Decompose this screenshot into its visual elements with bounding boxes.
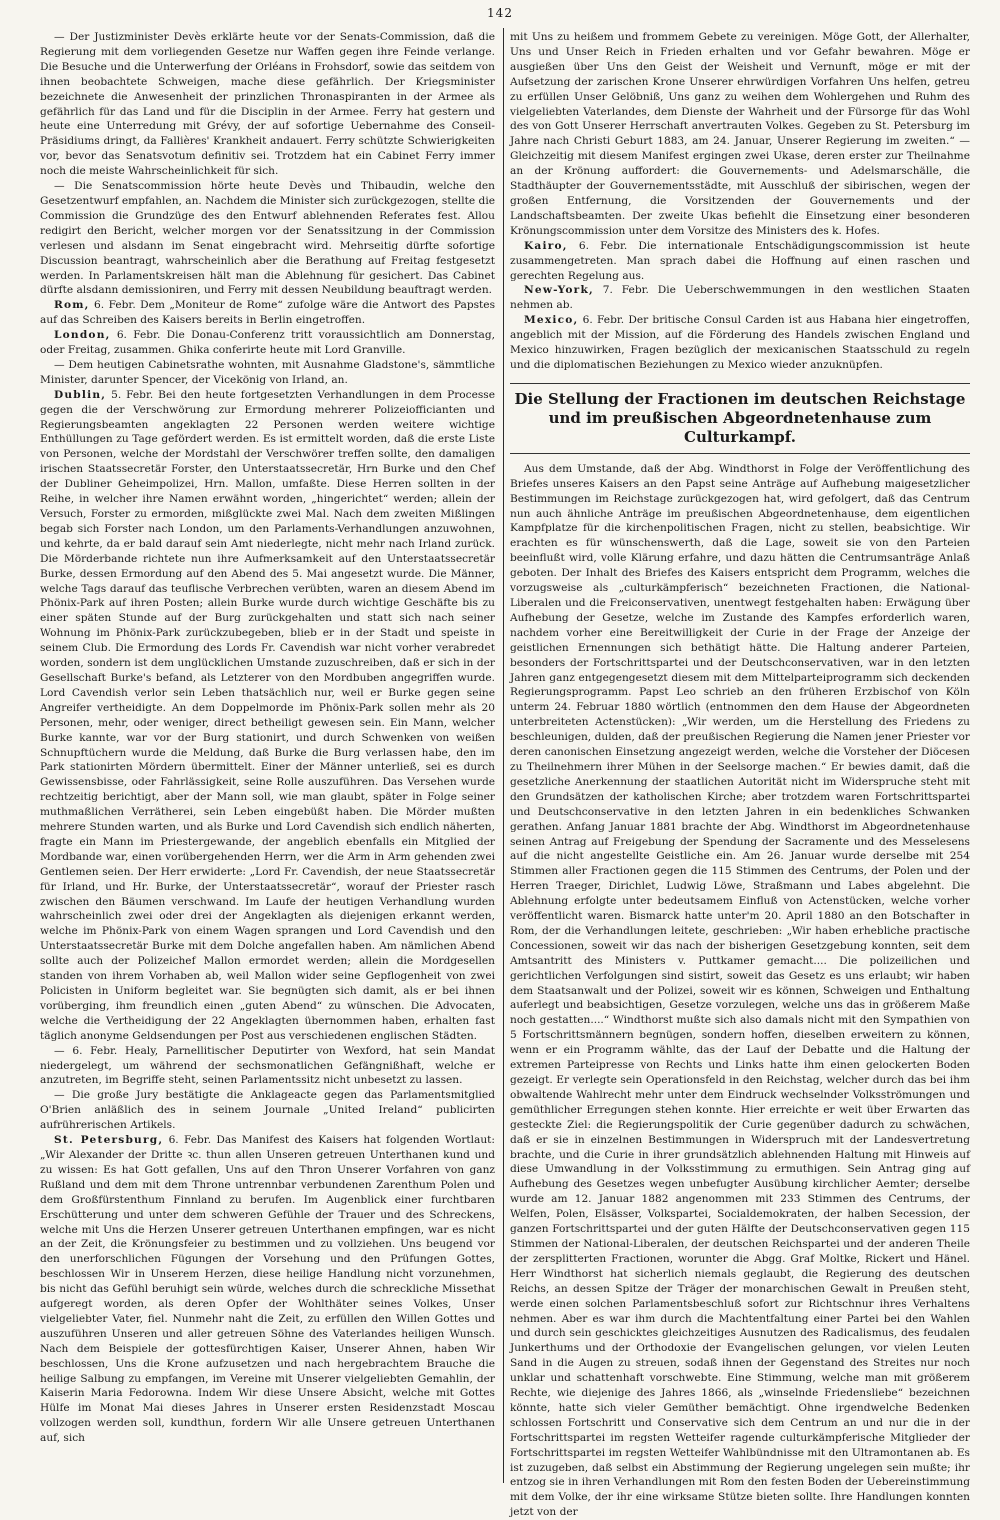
news-item-rom: Rom, 6. Febr. Dem „Moniteur de Rome“ zufolge wäre die Antwort des Papstes auf das Schreiben des Kaisers bereits in Berlin eingetroffen. (40, 299, 496, 327)
paragraph: mit Uns zu heißem und frommem Gebete zu vereinigen. Möge Gott, der Allerhalter, Uns und Unser Reich in Frieden erhalten und vor Gefahr bewahren. Möge er ausgießen über Uns den Geist der Weisheit und Vernunft, möge er mit der Aufsetzung der zarischen Krone Unserer ehrwürdigen Vorfahren Uns helfen, getreu zu erfüllen Unser Gelöbniß, Uns ganz zu weihen dem Wohlergehen und Ruhm des vielgeliebten Vaterlandes, dem Dienste der Wahrheit und der Fürsorge für das Wohl des von Gott Unserer Herrschaft anvertrauten Volkes. Gegeben zu St. Petersburg im Jahre nach Christi Geburt 1883, am 24. Januar, Unserer Regierung im zweiten.“ — Gleichzeitig mit diesem Manifest ergingen zwei Ukase, deren erster zur Theilnahme an der Krönung auffordert: die Gouvernements- und Adelsmarschälle, die Stadthäupter der Gouvernementsstädte, mit Ausschluß der sibirischen, wegen der großen Entfernung, die Vorsitzenden der Gouvernements und der Landschaftsbeamten. Der zweite Ukas befiehlt die Einsetzung einer besonderen Krönungscommission unter dem Vorsitze des Ministers des k. Hofes. (510, 31, 970, 237)
news-item-dublin: Dublin, 5. Febr. Bei den heute fortgesetzten Verhandlungen in dem Processe gegen die der Verschwörung zur Ermordung mehrerer Polizeiofficianten und Regierungsbeamten angeklagten 22 Personen werden weitere wichtige Enthüllungen zu Tage gefördert werden. Es ist ermittelt worden, daß die erste Liste von Personen, welche der Mordstahl der Verschwörer treffen sollte, den damaligen irischen Staatssecretär Forster, den Unterstaatssecretär, Hrn Burke und den Chef der Dubliner Geheimpolizei, Hrn. Mallon, umfaßte. Diese Herren sollten in der Reihe, in welcher ihre Namen erwähnt worden, „hingerichtet“ werden; allein der Versuch, Forster zu ermorden, mißglückte zwei Mal. Nach dem zweiten Mißlingen begab sich Forster nach London, um den Parlaments-Verhandlungen anzuwohnen, und kehrte, da er bald darauf sein Amt niederlegte, nicht mehr nach Irland zurück. Die Mörderbande richtete nun ihre Aufmerksamkeit auf den Unterstaatssecretär Burke, dessen Ermordung auf den Abend des 5. Mai angesetzt wurde. Die Männer, welche Tags darauf das teuflische Verbrechen verübten, waren an diesem Abend im Phönix-Park auf ihren Posten; allein Burke wurde durch wichtige Geschäfte bis zu einer späten Stunde auf der Burg zurückgehalten und statt sich nach seiner Wohnung im Phönix-Park zurückzubegeben, blieb er in der Stadt und speiste in seinem Club. Die Ermordung des Lords Fr. Cavendish war nicht vorher verabredet worden, sondern ist dem unglücklichen Umstande zuzuschreiben, daß er sich in der Gesellschaft Burke's befand, als Letzterer von den Mordbuben angegriffen wurde. Lord Cavendish verlor sein Leben thatsächlich nur, weil er Burke gegen seine Angreifer vertheidigte. An dem Doppelmorde im Phönix-Park sollen mehr als 20 Personen, mehr, oder weniger, direct betheiligt gewesen sein. Ein Mann, welcher Burke kannte, war vor der Burg stationirt, und durch Schwenken von weißen Schnupftüchern wurde die Meldung, daß Burke die Burg verlassen habe, den im Park stationirten Mördern übermittelt. Einer der Männer unterließ, sei es durch Gewissensbisse, oder Fahrlässigkeit, seine Rolle auszuführen. Das Versehen wurde rechtzeitig berichtigt, aber der Mann soll, wie man glaubt, später in Folge seiner muthmaßlichen Verrätherei, sein Leben eingebüßt haben. Die Mörder mußten mehrere Stunden warten, und als Burke und Lord Cavendish sich endlich näherten, fragte ein Mann im Priestergewande, der angeblich ebenfalls ein Mitglied der Mordbande war, einen vorübergehenden Herrn, wer die Arm in Arm gehenden zwei Gentlemen seien. Der Herr erwiderte: „Lord Fr. Cavendish, der neue Staatssecretär für Irland, und Hr. Burke, der Unterstaatssecretär“, worauf der Priester rasch zwischen den Bäumen verschwand. Im Laufe der heutigen Verhandlung wurden wahrscheinlich zwei oder drei der Angeklagten als diejenigen erkannt werden, welche im Phönix-Park von einem Wagen sprangen und Lord Cavendish und den Unterstaatssecretär Burke mit dem Dolche angefallen haben. Am nämlichen Abend sollte auch der Polizeichef Mallon ermordet werden; allein die Mordgesellen standen von ihrem Vorhaben ab, weil Mallon wider seine Gepflogenheit von zwei Policisten in Uniform begleitet war. Sie begnügten sich damit, als er bei ihnen vorüberging, ihm freundlich einen „guten Abend“ zu wünschen. Die Advocaten, welche die Vertheidigung der 22 Angeklagten übernommen haben, erhalten fast täglich anonyme Geldsendungen per Post aus verschiedenen englischen Städten. (40, 388, 495, 1042)
news-item-london: London, 6. Febr. Die Donau-Conferenz tritt voraussichtlich am Donnerstag, oder Freitag, zusammen. Ghika conferirte heute mit Lord Granville. (40, 329, 495, 357)
news-item-kairo: Kairo, 6. Febr. Die internationale Entschädigungscommission ist heute zusammengetreten. Man sprach dabei die Hoffnung auf einen raschen und gerechten Regelung aus. (510, 239, 970, 282)
dateline: New-York, (524, 284, 594, 297)
paragraph: — Die große Jury bestätigte die Anklageacte gegen das Parlamentsmitglied O'Brien anläßlich des in seinem Journale „United Ireland“ publicirten aufrührerischen Artikels. (40, 1089, 495, 1132)
paragraph: — 6. Febr. Healy, Parnellitischer Deputirter von Wexford, hat sein Mandat niedergelegt, um während der sechsmonatlichen Gefängnißhaft, welche er anzutreten, im Begriffe steht, seinen Parlamentssitz nicht unbesetzt zu lassen. (40, 1044, 495, 1087)
dateline: Mexico, (524, 314, 579, 327)
left-column (40, 30, 495, 1480)
right-column (510, 30, 970, 1519)
news-item-mexico: Mexico, 6. Febr. Der britische Consul Carden ist aus Habana hier eingetroffen, angeblich mit der Mission, auf die Förderung des Handels zwischen England und Mexico hinzuwirken, Fragen bezüglich der mexicanischen Staatsschuld zu regeln und die diplomatischen Beziehungen zu Mexico wieder anzuknüpfen. (510, 314, 970, 371)
dateline: Kairo, (524, 239, 568, 252)
dateline: Dublin, (54, 388, 107, 401)
paragraph: — Die Senatscommission hörte heute Devès und Thibaudin, welche den Gesetzentwurf empfahlen, an. Nachdem die Minister sich zurückgezogen, stellte die Commission die Grundzüge des den Entwurf ablehnenden Referates fest. Allou redigirt den Bericht, welcher morgen vor der Senatssitzung in der Commission verlesen und alsdann im Senat eingebracht wird. Mehrseitig dürfte sofortige Discussion beantragt, wahrscheinlich aber die Berathung auf Freitag festgesetzt werden. In Parlamentskreisen hält man die Ablehnung für gesichert. Das Cabinet dürfte alsdann demissioniren, und Ferry mit dessen Neubildung beauftragt werden. (40, 180, 495, 297)
dateline: London, (54, 329, 111, 342)
news-item-st-petersburg: St. Petersburg, 6. Febr. Das Manifest des Kaisers hat folgenden Wortlaut: „Wir Alexander der Dritte ꝛc. thun allen Unseren getreuen Unterthanen kund und zu wissen: Es hat Gott gefallen, Uns auf den Thron Unserer Vorfahren von ganz Rußland und dem mit dem Throne untrennbar verbundenen Zarenthum Polen und dem Großfürstenthum Finnland zu berufen. Im Augenblick einer furchtbaren Erschütterung und unter dem schweren Gefühle der Trauer und des Schreckens, welche mit Uns die Herzen Unserer getreuen Unterthanen empfingen, war es nicht an der Zeit, die Krönungsfeier zu bestimmen und zu vollziehen. Uns beugend vor den unerforschlichen Fügungen der Vorsehung und den Prüfungen Gottes, beschlossen Wir in Unserem Herzen, diese heilige Handlung nicht vorzunehmen, bis nicht das Gefühl beruhigt sein würde, welches durch die schreckliche Missethat aufgeregt worden, als deren Opfer der Wohlthäter seines Volkes, Unser vielgeliebter Vater, fiel. Nunmehr naht die Zeit, zu erfüllen den Willen Gottes und auszuführen Unseren und aller getreuen Söhne des Vaterlandes heiligen Wunsch. Nach dem Beispiele der gottesfürchtigen Kaiser, Unserer Ahnen, haben Wir beschlossen, Uns die Krone aufzusetzen und nach hergebrachtem Brauche die heilige Salbung zu empfangen, im Vereine mit Unserer vielgeliebten Gemahlin, der Kaiserin Maria Fedorowna. Indem Wir diese Unsere Absicht, welche mit Gottes Hülfe im Monat Mai dieses Jahres in Unserer ersten Residenzstadt Moscau vollzogen werden soll, kundthun, fordern Wir alle Unsere getreuen Unterthanen auf, sich (40, 1134, 496, 1445)
page-number: 142 (487, 6, 513, 20)
article-headline: Die Stellung der Fractionen im deutschen Reichstage und im preußischen Abgeordnetenhause zum Culturkampf. (510, 383, 970, 454)
column-divider (503, 28, 504, 1483)
article-body: Aus dem Umstande, daß der Abg. Windthorst in Folge der Veröffentlichung des Briefes unseres Kaisers an den Papst seine Anträge auf Aufhebung maigesetzlicher Bestimmungen im Reichstage zurückgezogen hat, wird gefolgert, daß das Centrum nun auch ähnliche Anträge im preußischen Abgeordnetenhause, dem eigentlichen Kampfplatze für die kirchenpolitischen Fragen, nicht zu stellen, beabsichtige. Wir erachten es für wünschenswerth, daß die Lage, soweit sie von den Parteien beeinflußt wird, volle Klärung erfahre, und dazu hätten die Centrumsanträge Anlaß geboten. Der Inhalt des Briefes des Kaisers entspricht dem Programm, welches die vorzugsweise als „culturkämpferisch“ bezeichneten Fractionen, die National-Liberalen und die Freiconservativen, unentwegt festgehalten haben: Erwägung über Aufhebung der Gesetze, welche im Zustande des Kampfes erforderlich waren, nachdem vorher eine Bereitwilligkeit der Curie in der Frage der Anzeige der geistlichen Ernennungen sich bethätigt hätte. Die Haltung anderer Parteien, besonders der Fortschrittspartei und der Deutschconservativen, war in den letzten Jahren ganz entgegengesetzt diesem mit dem Mittelparteiprogramm sich deckenden Regierungsprogramm. Papst Leo schrieb an den früheren Erzbischof von Köln unterm 24. Februar 1880 wörtlich (entnommen den dem Hause der Abgeordneten unterbreiteten Actenstücken): „Wir werden, um die Herstellung des Friedens zu beschleunigen, dulden, daß der preußischen Regierung die Namen jener Priester vor deren canonischen Einsetzung angezeigt werden, welche die Vorsteher der Diöcesen zu Theilnehmern ihrer Mühen in der Seelsorge machen.“ Er bewies damit, daß die gesetzliche Anerkennung der staatlichen Autorität nicht im Widerspruche steht mit den Grundsätzen der katholischen Kirche; aber trotzdem waren Fortschrittspartei und Deutschconservative in den letzten Jahren in ein bedenkliches Schwanken gerathen. Anfang Januar 1881 brachte der Abg. Windthorst im Abgeordnetenhause seinen Antrag auf Freigebung der Spendung der Sacramente und des Messelesens auf die nicht angestellte Geistliche ein. Am 26. Januar wurde derselbe mit 254 Stimmen aller Fractionen gegen die 115 Stimmen des Centrums, der Polen und der Herren Traeger, Dirichlet, Ludwig Löwe, Straßmann und Labes abgelehnt. Die Ablehnung erfolgte unter bedeutsamem Einfluß von Actenstücken, welche vorher veröffentlicht waren. Bismarck hatte unter'm 20. April 1880 an den Botschafter in Rom, der die Verhandlungen leitete, geschrieben: „Wir haben erhebliche practische Concessionen, soweit wir das nach der bisherigen Gesetzgebung konnten, seit dem Amtsantritt des Ministers v. Puttkamer gemacht.... Die polizeilichen und gerichtlichen Verfolgungen sind sistirt, soweit das Gesetz es uns erlaubt; wir haben dem Staatsanwalt und der Polizei, soweit wir es können, Schweigen und Enthaltung auferlegt und beabsichtigen, Gesetze vorzulegen, welche uns das in größerem Maße noch gestatten....“ Windthorst mußte sich also damals nicht mit den Sympathien von 5 Fortschrittsmännern begnügen, sondern hoffen, dieselben erweitern zu können, wenn er ein Programm wählte, das der Lauf der Debatte und die Haltung der extremen Parteipresse von Rechts und Links hatte ihm einen gelockerten Boden gezeigt. Er verlegte sein Operationsfeld in den Reichstag, welcher durch das bei ihm obwaltende Wahlrecht mehr unter dem Eindruck wechselnder Volksströmungen und gemüthlicher Erregungen stehen konnte. Hier erreichte er weit über Erwarten das gesteckte Ziel: die Regierungspolitik der Curie gegenüber dadurch zu schwächen, daß er sie in einzelnen Bestimmungen in Widerspruch mit der Landesvertretung brachte, und die Curie in ihrer grundsätzlich ablehnenden Haltung mit Hinweis auf diese Umwandlung in der Volksstimmung zu ermuthigen. Sein Antrag ging auf Aufhebung des Gesetzes wegen unbefugter Ausübung kirchlicher Aemter; derselbe wurde am 12. Januar 1882 angenommen mit 233 Stimmen des Centrums, der Welfen, Polen, Elsässer, Volkspartei, Socialdemokraten, der halben Secession, der ganzen Fortschrittspartei und der guten Hälfte der Deutschconservativen gegen 115 Stimmen der National-Liberalen, der deutschen Reichspartei und der anderen Theile der zersplitterten Fractionen, worunter die Abgg. Graf Moltke, Rickert und Hänel. Herr Windthorst hat sicherlich niemals geglaubt, die Regierung des deutschen Reichs, an dessen Spitze der Träger der monarchischen Gewalt in Preußen steht, werde einen solchen Parlamentsbeschluß sofort zur Richtschnur ihres Verhaltens nehmen. Aber es war ihm durch die Machtentfaltung einer Partei bei den Wahlen und durch sein geschicktes gleichzeitiges Ausnutzen des Radicalismus, des feudalen Junkerthums und der Orthodoxie der Evangelischen gelungen, vor vielen Leuten Sand in die Augen zu streuen, sodaß ihnen der Gegenstand des Streites nur noch unklar und schattenhaft vorschwebte. Eine Stimmung, welche man mit größerem Rechte, wie diejenige des Jahres 1866, als „winselnde Friedensliebe“ bezeichnen könnte, hatte sich vieler Gemüther bemächtigt. Ohne irgendwelche Bedenken schlossen Fortschritt und Conservative sich dem Centrum an und nur die in der Fortschrittspartei im regsten Wetteifer ragende culturkämpferische Mitglieder der Fortschrittspartei im regsten Wetteifer Wahlbündnisse mit den Ultramontanen ab. Es ist zuzugeben, daß selbst ein Abstimmung der Regierung ungelegen sein mußte; ihr entzog sie in ihren Verhandlungen mit Rom den festen Boden der Uebereinstimmung mit dem Volke, der ihr eine wirksame Stütze bieten sollte. Ihre Handlungen konnten jetzt von der (510, 462, 970, 1519)
dateline: Rom, (54, 299, 90, 312)
news-item-new-york: New-York, 7. Febr. Die Ueberschwemmungen in den westlichen Staaten nehmen ab. (510, 284, 970, 312)
paragraph: — Der Justizminister Devès erklärte heute vor der Senats-Commission, daß die Regierung mit dem vorliegenden Gesetze nur Waffen gegen ihre Feinde verlange. Die Besuche und die Unterwerfung der Orléans in Frohsdorf, sowie das seitdem von ihnen beobachtete Schweigen, mache diese gefährlich. Der Kriegsminister bezeichnete die Anwesenheit der prinzlichen Thronaspiranten in der Armee als gefährlich für das Land und für die Disciplin in der Armee. Ferry hat gestern und heute eine Unterredung mit Grévy, der auf sofortige Uebernahme des Conseil-Präsidiums dringt, da Fallières' Krankheit andauert. Ferry schützte Schwierigkeiten vor, bevor das Senatsvotum definitiv sei. Trotzdem hat ein Cabinet Ferry immer noch die meiste Wahrscheinlichkeit für sich. (40, 31, 495, 178)
dateline: St. Petersburg, (54, 1134, 164, 1147)
paragraph: — Dem heutigen Cabinetsrathe wohnten, mit Ausnahme Gladstone's, sämmtliche Minister, darunter Spencer, der Vicekönig von Irland, an. (40, 358, 495, 386)
